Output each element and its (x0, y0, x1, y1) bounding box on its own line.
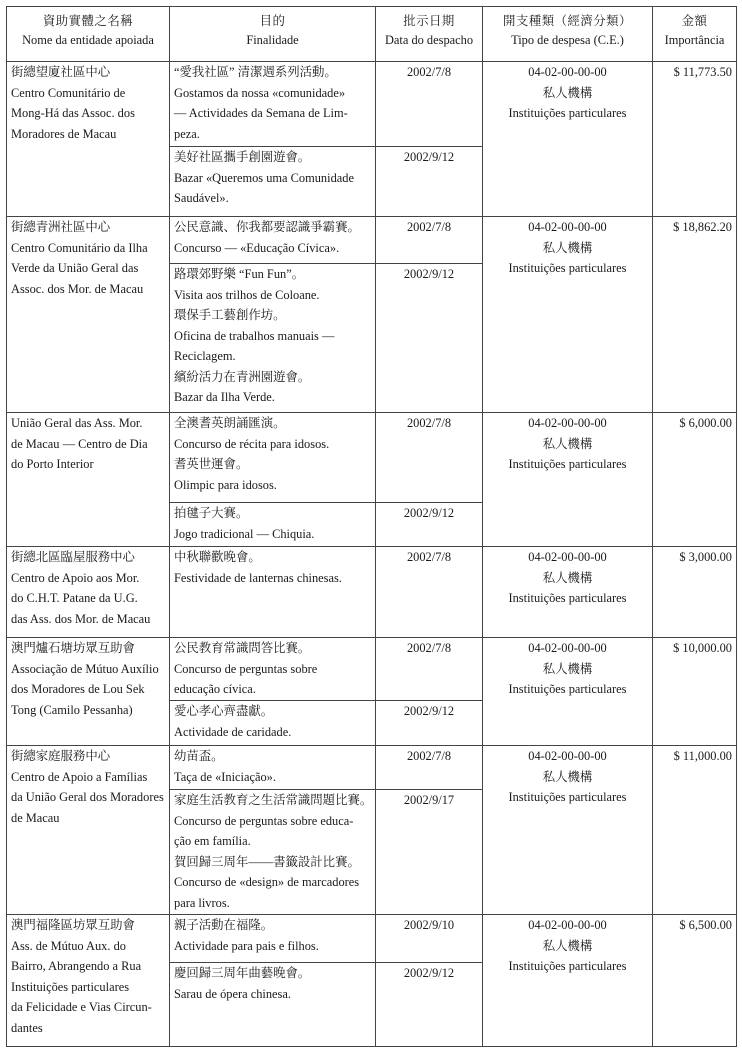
table-row (7, 915, 737, 963)
entity-name-line: Moradores de Macau (11, 126, 117, 141)
entity-name-line: Verde da União Geral das (11, 261, 139, 275)
purpose-line: Concurso de récita para idosos. (174, 436, 330, 451)
purpose-line: Actividade de caridade. (174, 724, 292, 739)
entity-name-line: Instituições particulares (11, 979, 130, 994)
expense-type-line: 私人機構 (542, 85, 593, 100)
header-date-zh: 批示日期 (403, 14, 455, 28)
amount-cell: $ 11,773.50 (653, 62, 737, 217)
purpose-line: 拍毽子大賽。 (174, 506, 249, 520)
dispatch-date-cell: 2002/9/12 (376, 264, 483, 413)
expense-type-line: 私人機構 (542, 240, 593, 255)
purpose-line: ção em família. (174, 834, 251, 848)
purpose-line: 慶回歸三周年曲藝晚會。 (174, 966, 311, 980)
purpose-cell (170, 413, 376, 503)
entity-name-line: 街總家庭服務中心 (11, 749, 111, 763)
dispatch-date-cell: 2002/9/12 (376, 147, 483, 217)
entity-name-line: de Macau — Centro de Dia (11, 436, 148, 451)
purpose-line: 全澳耆英朗誦匯演。 (174, 416, 286, 430)
expense-type-line: 04-02-00-00-00 (528, 416, 607, 430)
purpose-cell (170, 217, 376, 264)
amount-cell: $ 6,500.00 (653, 915, 737, 1047)
entity-name-cell (7, 217, 170, 413)
table-row (7, 547, 737, 638)
purpose-line: 親子活動在福隆。 (174, 918, 274, 932)
header-date (376, 7, 483, 62)
table-body (7, 62, 737, 1047)
expense-type-cell (483, 62, 653, 217)
table-row (7, 217, 737, 264)
purpose-line: Taça de «Iniciação». (174, 769, 276, 784)
purpose-cell (170, 963, 376, 1047)
purpose-line: educação cívica. (174, 682, 256, 696)
purpose-cell (170, 790, 376, 915)
dispatch-date-cell: 2002/7/8 (376, 746, 483, 790)
expense-type-line: 04-02-00-00-00 (528, 550, 607, 564)
purpose-line: 美好社區攜手創園遊會。 (174, 150, 311, 164)
purpose-line: — Actividades da Semana de Lim- (174, 106, 348, 120)
expense-type-line: 私人機構 (542, 938, 593, 953)
purpose-line: 環保手工藝創作坊。 (174, 308, 286, 322)
expense-type-line: 私人機構 (542, 570, 593, 585)
dispatch-date-cell: 2002/7/8 (376, 217, 483, 264)
header-amount (653, 7, 737, 62)
purpose-line: Saudável». (174, 191, 229, 205)
purpose-cell (170, 701, 376, 746)
entity-name-line: das Ass. dos Mor. de Macau (11, 611, 151, 626)
amount-cell: $ 6,000.00 (653, 413, 737, 547)
entity-name-line: Mong-Há das Assoc. dos (11, 106, 135, 120)
purpose-cell (170, 503, 376, 547)
expense-type-cell (483, 638, 653, 746)
dispatch-date-cell: 2002/7/8 (376, 62, 483, 147)
expense-type-line: Instituições particulares (508, 682, 627, 696)
entity-name-line: Associação de Mútuo Auxílio (11, 661, 159, 676)
purpose-line: Concurso — «Educação Cívica». (174, 240, 340, 255)
expense-type-line: Instituições particulares (508, 591, 627, 605)
expense-type-line: 04-02-00-00-00 (528, 641, 607, 655)
purpose-cell (170, 62, 376, 147)
entity-name-cell (7, 638, 170, 746)
entity-name-line: dos Moradores de Lou Sek (11, 682, 145, 696)
purpose-line: Sarau de ópera chinesa. (174, 986, 291, 1001)
purpose-cell (170, 746, 376, 790)
entity-name-line: de Macau (11, 810, 60, 825)
purpose-line: 幼苗盃。 (174, 749, 224, 763)
entity-name-cell (7, 547, 170, 638)
entity-name-cell (7, 915, 170, 1047)
dispatch-date-cell: 2002/9/12 (376, 963, 483, 1047)
purpose-line: Visita aos trilhos de Coloane. (174, 287, 320, 302)
header-type (483, 7, 653, 62)
purpose-line: Bazar «Queremos uma Comunidade (174, 170, 354, 185)
header-type-zh: 開支種類（經濟分類） (503, 14, 632, 28)
entity-name-line: Centro Comunitário da Ilha (11, 240, 148, 255)
expense-type-cell (483, 746, 653, 915)
entity-name-line: Centro de Apoio aos Mor. (11, 570, 140, 585)
entity-name-line: Bairro, Abrangendo a Rua (11, 959, 142, 973)
expense-type-line: 私人機構 (542, 769, 593, 784)
dispatch-date-cell: 2002/9/17 (376, 790, 483, 915)
expense-type-line: Instituições particulares (508, 261, 627, 275)
header-entity-pt: Nome da entidade apoiada (22, 33, 154, 47)
purpose-cell (170, 915, 376, 963)
purpose-line: 耆英世運會。 (174, 457, 249, 471)
entity-name-line: 街總青洲社區中心 (11, 220, 111, 234)
purpose-line: peza. (174, 126, 200, 141)
expense-type-line: 私人機構 (542, 661, 593, 676)
entity-name-line: dantes (11, 1020, 43, 1035)
purpose-line: Olimpic para idosos. (174, 477, 277, 492)
header-date-pt: Data do despacho (384, 33, 474, 47)
table-row (7, 62, 737, 147)
expense-type-cell (483, 413, 653, 547)
header-purpose-zh: 目的 (259, 14, 286, 28)
purpose-line: “愛我社區” 清潔週系列活動。 (174, 65, 337, 79)
purpose-line: 路環郊野樂 “Fun Fun”。 (174, 267, 305, 281)
amount-cell: $ 18,862.20 (653, 217, 737, 413)
header-amount-pt: Importância (664, 33, 725, 47)
entity-name-line: do Porto Interior (11, 457, 94, 471)
entity-name-line: da Felicidade e Vias Circun- (11, 1000, 152, 1014)
header-purpose-pt: Finalidade (246, 33, 299, 47)
purpose-line: para livros. (174, 895, 230, 910)
expense-type-line: 04-02-00-00-00 (528, 65, 607, 79)
expense-type-cell (483, 915, 653, 1047)
dispatch-date-cell: 2002/7/8 (376, 413, 483, 503)
purpose-cell (170, 147, 376, 217)
entity-name-line: Assoc. dos Mor. de Macau (11, 281, 144, 296)
expense-type-cell (483, 547, 653, 638)
purpose-line: 公民教育常識問答比賽。 (174, 641, 311, 655)
entity-name-line: do C.H.T. Patane da U.G. (11, 591, 138, 605)
entity-name-line: União Geral das Ass. Mor. (11, 416, 143, 430)
header-amount-zh: 金額 (681, 14, 708, 28)
purpose-line: Reciclagem. (174, 349, 236, 363)
entity-name-line: da União Geral dos Moradores (11, 790, 164, 804)
purpose-line: Concurso de perguntas sobre educa- (174, 813, 354, 828)
entity-name-cell (7, 746, 170, 915)
purpose-cell (170, 638, 376, 701)
purpose-line: Jogo tradicional — Chiquia. (174, 526, 315, 541)
expense-type-line: Instituições particulares (508, 457, 627, 471)
purpose-line: 中秋聯歡晚會。 (174, 550, 261, 564)
purpose-line: Actividade para pais e filhos. (174, 938, 319, 953)
purpose-line: 公民意識、你我都要認識爭霸賽。 (174, 220, 360, 234)
table-row (7, 746, 737, 790)
purpose-cell (170, 264, 376, 413)
amount-cell: $ 11,000.00 (653, 746, 737, 915)
header-purpose (170, 7, 376, 62)
amount-cell: $ 3,000.00 (653, 547, 737, 638)
entity-name-cell (7, 62, 170, 217)
expense-type-line: 04-02-00-00-00 (528, 918, 607, 932)
dispatch-date-cell: 2002/9/12 (376, 701, 483, 746)
table-row (7, 413, 737, 503)
entity-name-line: 街總望廈社區中心 (11, 65, 111, 79)
entity-name-line: Centro Comunitário de (11, 85, 126, 100)
entity-name-line: 澳門爐石塘坊眾互助會 (11, 641, 135, 655)
entity-name-line: Centro de Apoio a Famílias (11, 769, 148, 784)
entity-name-cell (7, 413, 170, 547)
expense-type-line: 04-02-00-00-00 (528, 749, 607, 763)
header-type-pt: Tipo de despesa (C.E.) (511, 33, 624, 47)
purpose-line: Gostamos da nossa «comunidade» (174, 85, 346, 100)
expense-type-line: 私人機構 (542, 436, 593, 451)
header-row (7, 7, 737, 62)
entity-name-line: Tong (Camilo Pessanha) (11, 702, 133, 717)
purpose-line: 愛心孝心齊盡獻。 (174, 704, 274, 718)
purpose-line: Festividade de lanternas chinesas. (174, 570, 342, 585)
purpose-cell (170, 547, 376, 638)
purpose-line: Concurso de perguntas sobre (174, 661, 318, 676)
dispatch-date-cell: 2002/9/10 (376, 915, 483, 963)
dispatch-date-cell: 2002/7/8 (376, 547, 483, 638)
expense-type-line: 04-02-00-00-00 (528, 220, 607, 234)
entity-name-line: Ass. de Mútuo Aux. do (11, 938, 126, 953)
entity-name-line: 澳門福隆區坊眾互助會 (11, 918, 135, 932)
purpose-line: Oficina de trabalhos manuais — (174, 328, 335, 343)
expense-type-cell (483, 217, 653, 413)
dispatch-date-cell: 2002/7/8 (376, 638, 483, 701)
purpose-line: 賀回歸三周年——書籤設計比賽。 (174, 854, 360, 869)
expense-type-line: Instituições particulares (508, 106, 627, 120)
purpose-line: 家庭生活教育之生活常識問題比賽。 (174, 793, 373, 807)
header-entity (7, 7, 170, 62)
expense-type-line: Instituições particulares (508, 959, 627, 973)
purpose-line: 繽紛活力在青洲園遊會。 (174, 369, 311, 384)
subsidy-table (6, 6, 737, 1047)
table-row (7, 638, 737, 701)
dispatch-date-cell: 2002/9/12 (376, 503, 483, 547)
header-entity-zh: 資助實體之名稱 (42, 14, 134, 28)
purpose-line: Bazar da Ilha Verde. (174, 390, 275, 404)
entity-name-line: 街總北區臨屋服務中心 (11, 550, 135, 564)
expense-type-line: Instituições particulares (508, 790, 627, 804)
purpose-line: Concurso de «design» de marcadores (174, 875, 360, 889)
amount-cell: $ 10,000.00 (653, 638, 737, 746)
